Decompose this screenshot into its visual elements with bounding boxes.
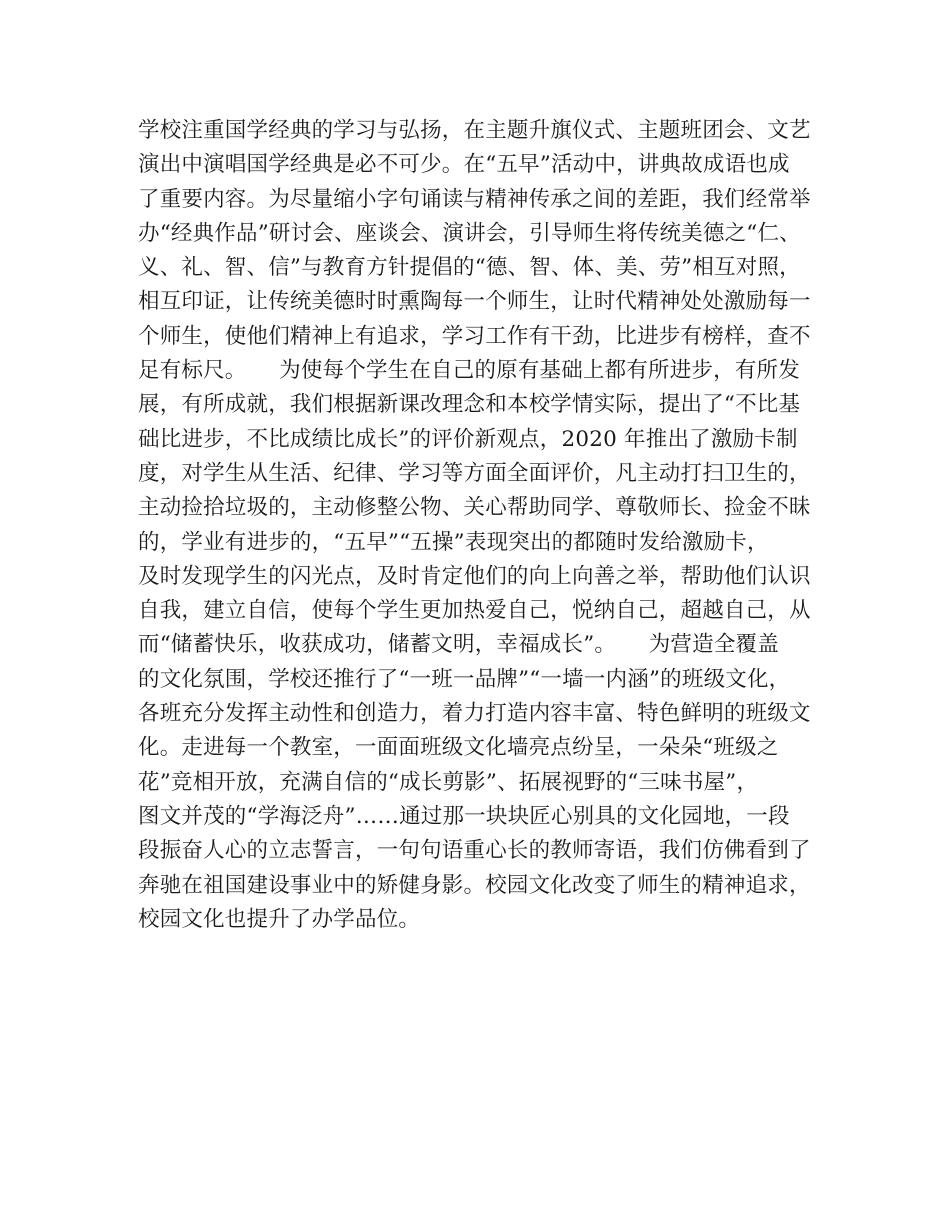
text-line: 度，对学生从生活、纪律、学习等方面全面评价，凡主动打扫卫生的， bbox=[138, 460, 811, 486]
text-line: 的文化氛围，学校还推行了“一班一品牌”“一墙一内涵”的班级文化， bbox=[138, 666, 791, 692]
text-line: 相互印证，让传统美德时时熏陶每一个师生，让时代精神处处激励每一 bbox=[138, 289, 811, 315]
text-line: 义、礼、智、信”与教育方针提倡的“德、智、体、美、劳”相互对照， bbox=[138, 255, 801, 281]
text-line: 学校注重国学经典的学习与弘扬，在主题升旗仪式、主题班团会、文艺 bbox=[138, 118, 811, 143]
body-text bbox=[138, 114, 828, 937]
text-line: 础比进步，不比成绩比成长”的评价新观点，2020 年推出了激励卡制 bbox=[138, 426, 798, 452]
text-line: 奔驰在祖国建设事业中的矫健身影。校园文化改变了师生的精神追求， bbox=[138, 872, 811, 898]
text-line: 的，学业有进步的，“五早”“五操”表现突出的都随时发给激励卡， bbox=[138, 529, 769, 555]
text-line: 办“经典作品”研讨会、座谈会、演讲会，引导师生将传统美德之“仁、 bbox=[138, 220, 801, 246]
text-line: 了重要内容。为尽量缩小字句诵读与精神传承之间的差距，我们经常举 bbox=[138, 186, 811, 212]
text-line: 展，有所成就，我们根据新课改理念和本校学情实际，提出了“不比基 bbox=[138, 392, 801, 418]
text-line: 花”竞相开放，充满自信的“成长剪影”、拓展视野的“三味书屋”， bbox=[138, 769, 759, 795]
text-line: 足有标尺。 为使每个学生在自己的原有基础上都有所进步，有所发 bbox=[138, 358, 800, 384]
text-line: 个师生，使他们精神上有追求，学习工作有干劲，比进步有榜样，查不 bbox=[138, 323, 811, 349]
text-line: 校园文化也提升了办学品位。 bbox=[138, 906, 421, 932]
text-line: 主动捡拾垃圾的，主动修整公物、关心帮助同学、尊敬师长、捡金不昧 bbox=[138, 495, 811, 521]
text-line: 演出中演唱国学经典是必不可少。在“五早”活动中，讲典故成语也成 bbox=[138, 152, 790, 178]
text-line: 自我，建立自信，使每个学生更加热爱自己，悦纳自己，超越自己，从 bbox=[138, 598, 811, 624]
text-line: 化。走进每一个教室，一面面班级文化墙亮点纷呈，一朵朵“班级之 bbox=[138, 735, 779, 761]
text-line: 而“储蓄快乐，收获成功，储蓄文明，幸福成长”。 为营造全覆盖 bbox=[138, 632, 779, 658]
text-line: 图文并茂的“学海泛舟”……通过那一块块匠心别具的文化园地，一段 bbox=[138, 803, 790, 829]
text-line: 各班充分发挥主动性和创造力，着力打造内容丰富、特色鲜明的班级文 bbox=[138, 701, 811, 727]
text-line: 段振奋人心的立志誓言，一句句语重心长的教师寄语，我们仿佛看到了 bbox=[138, 838, 811, 864]
text-line: 及时发现学生的闪光点，及时肯定他们的向上向善之举，帮助他们认识 bbox=[138, 563, 811, 589]
